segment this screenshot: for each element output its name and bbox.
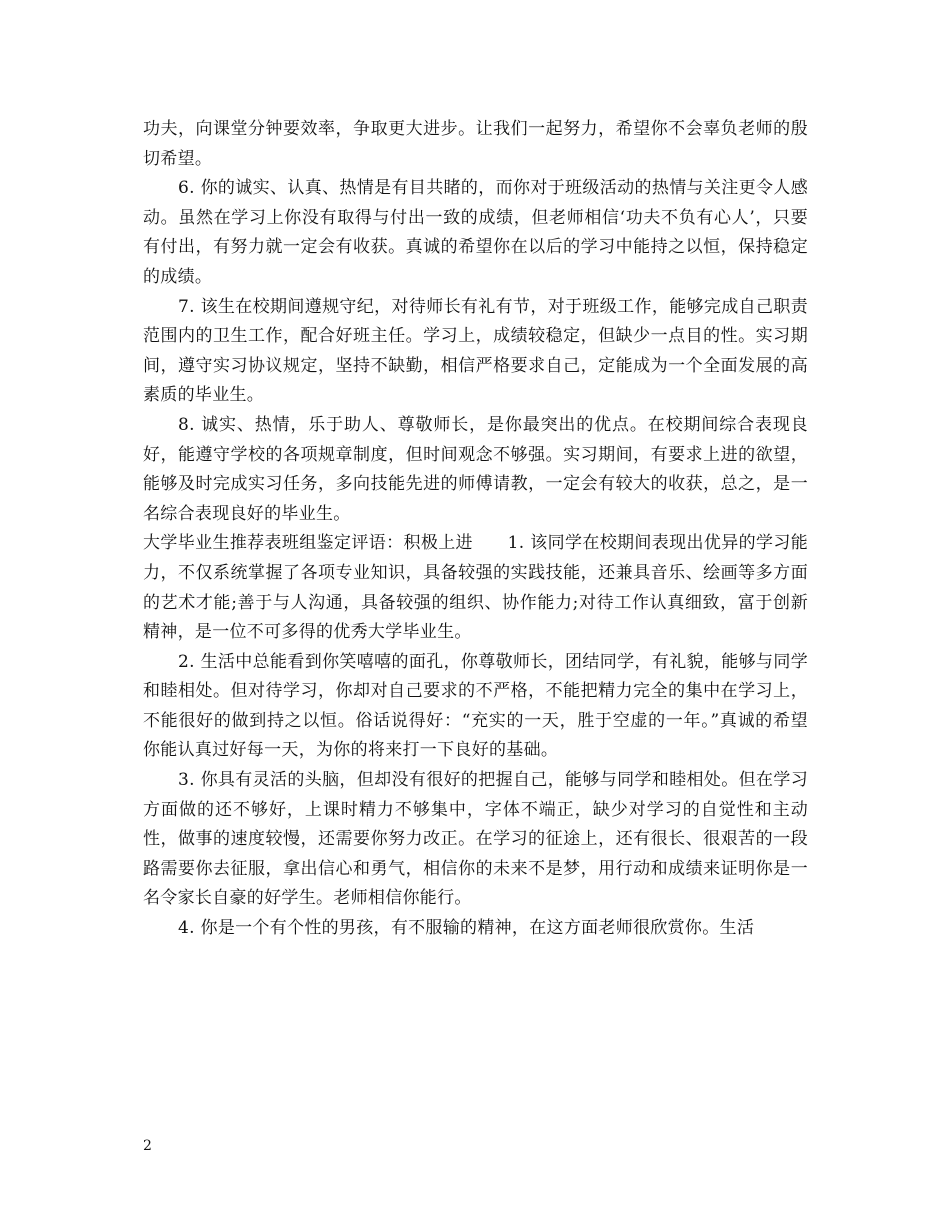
paragraph: 6. 你的诚实、认真、热情是有目共睹的，而你对于班级活动的热情与关注更令人感动。虽然在学习上你没有取得与付出一致的成绩，但老师相信‘功夫不负有心人’，只要有付出，有努力就一定会有收获。真诚的希望你在以后的学习中能持之以恒，保持稳定的成绩。 xyxy=(143,178,808,287)
paragraph: 4. 你是一个有个性的男孩，有不服输的精神，在这方面老师很欣赏你。生活 xyxy=(178,918,755,939)
paragraph: 8. 诚实、热情，乐于助人、尊敬师长，是你最突出的优点。在校期间综合表现良好，能遵守学校的各项规章制度，但时间观念不够强。实习期间，有要求上进的欲望，能够及时完成实习任务，多向技能先进的师傅请教，一定会有较大的收获，总之，是一名综合表现良好的毕业生。 xyxy=(143,414,808,524)
paragraph: 3. 你具有灵活的头脑，但却没有很好的把握自己，能够与同学和睦相处。但在学习方面做的还不够好，上课时精力不够集中，字体不端正，缺少对学习的自觉性和主动性，做事的速度较慢，还需要你努力改正。在学习的征途上，还有很长、很艰苦的一段路需要你去征服，拿出信心和勇气，相信你的未来不是梦，用行动和成绩来证明你是一名令家长自豪的好学生。老师相信你能行。 xyxy=(143,770,808,909)
paragraph: 大学毕业生推荐表班组鉴定评语：积极上进 1. 该同学在校期间表现出优异的学习能力，不仅系统掌握了各项专业知识，具备较强的实践技能，还兼具音乐、绘画等多方面的艺术才能;善于与人沟通，具备较强的组织、协作能力;对待工作认真细致，富于创新精神，是一位不可多得的优秀大学毕业生。 xyxy=(143,533,808,643)
document-body xyxy=(143,115,808,944)
paragraph: 2. 生活中总能看到你笑嘻嘻的面孔，你尊敬师长，团结同学，有礼貌，能够与同学和睦相处。但对待学习，你却对自己要求的不严格，不能把精力完全的集中在学习上，不能很好的做到持之以恒。俗话说得好：“充实的一天，胜于空虚的一年。”真诚的希望你能认真过好每一天，为你的将来打一下良好的基础。 xyxy=(143,651,808,761)
paragraph: 功夫，向课堂分钟要效率，争取更大进步。让我们一起努力，希望你不会辜负老师的殷切希望。 xyxy=(143,119,808,169)
page-number: 2 xyxy=(143,1138,152,1154)
paragraph: 7. 该生在校期间遵规守纪，对待师长有礼有节，对于班级工作，能够完成自己职责范围内的卫生工作，配合好班主任。学习上，成绩较稳定，但缺少一点目的性。实习期间，遵守实习协议规定，坚持不缺勤，相信严格要求自己，定能成为一个全面发展的高素质的毕业生。 xyxy=(143,296,808,406)
